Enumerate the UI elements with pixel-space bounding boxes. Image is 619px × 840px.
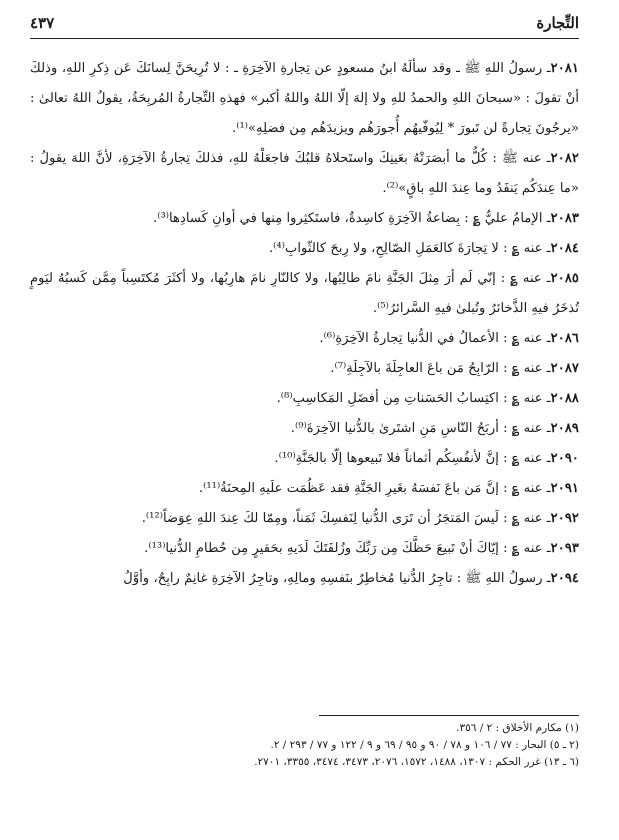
hadith-text: ـ عنه ؏ : لَيسَ المَتجَرُ أن تَرَى الدُّنيا لِنَفسِكَ ثَمَناً، ومِمّا لكَ عِندَ اللهِ عِوَضاً⁽¹²⁾. bbox=[141, 511, 551, 526]
hadith-entry bbox=[30, 264, 579, 324]
hadith-entry bbox=[30, 144, 579, 204]
hadith-number: ٢٠٩٤ bbox=[550, 571, 579, 586]
hadith-number: ٢٠٨٥ bbox=[550, 271, 579, 286]
hadith-text: ـ عنه ؏ : اكتِسابُ الحَسَناتِ مِن أفضَلِ المَكاسِبِ⁽⁸⁾. bbox=[276, 391, 551, 406]
hadith-text: ـ عنه ﷺ : كُلُّ ما أبصَرَتْهُ بعَينِكَ واستَحلاهُ قلبُكَ فاجعَلْهُ للهِ، فذلكَ تِجارةُ الآخِرَةِ، لأنَّ اللهَ يقولُ : «ما عِندَكُم يَنفَدُ وما عِندَ اللهِ باقٍ»⁽²⁾. bbox=[30, 151, 579, 196]
hadith-text: ـ عنه ؏ : إيّاكَ أنْ تَبيعَ حَظَّكَ مِن رَبِّكَ وزُلفَتَكَ لَدَيهِ بحَقيرٍ مِن حُطامِ الدُّنيا⁽¹³⁾. bbox=[144, 541, 551, 556]
hadith-list bbox=[30, 54, 579, 594]
footnote: (٦ ـ ١٣) غرر الحكم : ١٣٠٧، ١٤٨٨، ١٥٧٢، ٢٠٧٦، ٣٤٧٣، ٣٤٧٤، ٣٣٥٥، ٢٧٠١. bbox=[254, 756, 579, 768]
footnote: (٢ ـ ٥) البحار : ٧٧ / ١٠٦ و ٧٨ / ٩٠ و ٩٥ / ٦٩ و ٩ / ١٢٢ و ٧٧ / ٢٩٣ / ٢. bbox=[270, 739, 579, 751]
hadith-entry bbox=[30, 534, 579, 564]
hadith-number: ٢٠٩١ bbox=[550, 481, 579, 496]
hadith-entry bbox=[30, 54, 579, 144]
page-number: ٤٣٧ bbox=[30, 14, 55, 32]
hadith-text: ـ عنه ؏ : الرّابِحُ مَن باعَ العاجِلَةَ بالآجِلَةِ⁽⁷⁾. bbox=[330, 361, 551, 376]
hadith-text: ـ الإمامُ عليٌّ ؏ : بِضاعةُ الآخِرَةِ كاسِدةٌ، فاستَكثِروا مِنها في أوانِ كَسادِها⁽³⁾. bbox=[153, 211, 551, 226]
hadith-entry bbox=[30, 324, 579, 354]
hadith-entry bbox=[30, 384, 579, 414]
hadith-entry bbox=[30, 354, 579, 384]
hadith-number: ٢٠٨٦ bbox=[550, 331, 579, 346]
hadith-entry bbox=[30, 444, 579, 474]
hadith-entry bbox=[30, 474, 579, 504]
hadith-entry bbox=[30, 414, 579, 444]
page-header bbox=[30, 14, 579, 36]
hadith-number: ٢٠٨١ bbox=[550, 61, 579, 76]
hadith-number: ٢٠٨٨ bbox=[550, 391, 579, 406]
hadith-text: ـ عنه ؏ : لا تِجارَةَ كالعَمَلِ الصّالِحِ، ولا رِبحَ كالثّوابِ⁽⁴⁾. bbox=[268, 241, 551, 256]
hadith-number: ٢٠٩٢ bbox=[550, 511, 579, 526]
hadith-text: ـ عنه ؏ : إنَّ لأنفُسِكُم أثماناً فلا تَبيعوها إلّا بالجَنَّةِ⁽¹⁰⁾. bbox=[274, 451, 551, 466]
footnote-rule bbox=[319, 715, 579, 716]
running-title: التِّجارة bbox=[536, 14, 579, 32]
hadith-number: ٢٠٨٩ bbox=[550, 421, 579, 436]
header-rule bbox=[30, 38, 579, 39]
hadith-text: ـ رسولُ اللهِ ﷺ : تاجِرُ الدُّنيا مُخاطِرٌ بنَفسِهِ ومالِهِ، وتاجِرُ الآخِرَةِ غانِمٌ رابِحٌ، وأوَّلُ bbox=[123, 571, 551, 586]
hadith-number: ٢٠٨٧ bbox=[550, 361, 579, 376]
hadith-text: ـ عنه ؏ : إنّي لَم أرَ مِثلَ الجَنَّةِ نامَ طالِبُها، ولا كالنّارِ نامَ هارِبُها، ولا أكثَرَ مُكتَسِباً مِمَّن كَسبُهُ ليَومٍ تُذخَرُ فيهِ الذَّخائرُ وتُبلىٰ فيهِ السَّرائرُ⁽⁵⁾. bbox=[30, 271, 579, 316]
hadith-entry bbox=[30, 204, 579, 234]
hadith-number: ٢٠٨٣ bbox=[550, 211, 579, 226]
hadith-entry bbox=[30, 234, 579, 264]
hadith-text: ـ عنه ؏ : أربَحُ النّاسِ مَنِ اشتَرىٰ بالدُّنيا الآخِرَةَ⁽⁹⁾. bbox=[290, 421, 551, 436]
hadith-entry bbox=[30, 564, 579, 594]
hadith-text: ـ رسولُ اللهِ ﷺ ـ وقد سألَهُ ابنُ مسعودٍ عن تِجارةِ الآخِرَةِ ـ : لا تُرِيحَنَّ لِسانَكَ عَن ذِكرِ اللهِ، وذلكَ أنْ تقولَ : «سبحانَ اللهِ والحمدُ للهِ ولا إلهَ إلّا اللهُ واللهُ أكبر» فهذهِ التِّجارةُ المُربِحَةُ، يقولُ اللهُ تعالىٰ : «يرجُونَ تِجارةً لن تَبورَ * لِيُوفّيهُم أُجورَهُم ويزيدَهُم مِن فضلِهِ»⁽¹⁾. bbox=[30, 61, 579, 136]
hadith-text: ـ عنه ؏ : إنَّ مَن باعَ نَفسَهُ بغَيرِ الجَنَّةِ فقد عَظُمَت علَيهِ المِحنَةُ⁽¹¹⁾. bbox=[198, 481, 551, 496]
hadith-number: ٢٠٩٠ bbox=[550, 451, 579, 466]
hadith-number: ٢٠٨٢ bbox=[550, 151, 579, 166]
hadith-text: ـ عنه ؏ : الأعمالُ في الدُّنيا تِجارةُ الآخِرَةِ⁽⁶⁾. bbox=[319, 331, 551, 346]
footnote: (١) مكارم الأخلاق : ٢ / ٣٥٦. bbox=[456, 722, 579, 734]
hadith-entry bbox=[30, 504, 579, 534]
hadith-number: ٢٠٩٣ bbox=[550, 541, 579, 556]
hadith-number: ٢٠٨٤ bbox=[550, 241, 579, 256]
footnotes bbox=[30, 720, 579, 771]
